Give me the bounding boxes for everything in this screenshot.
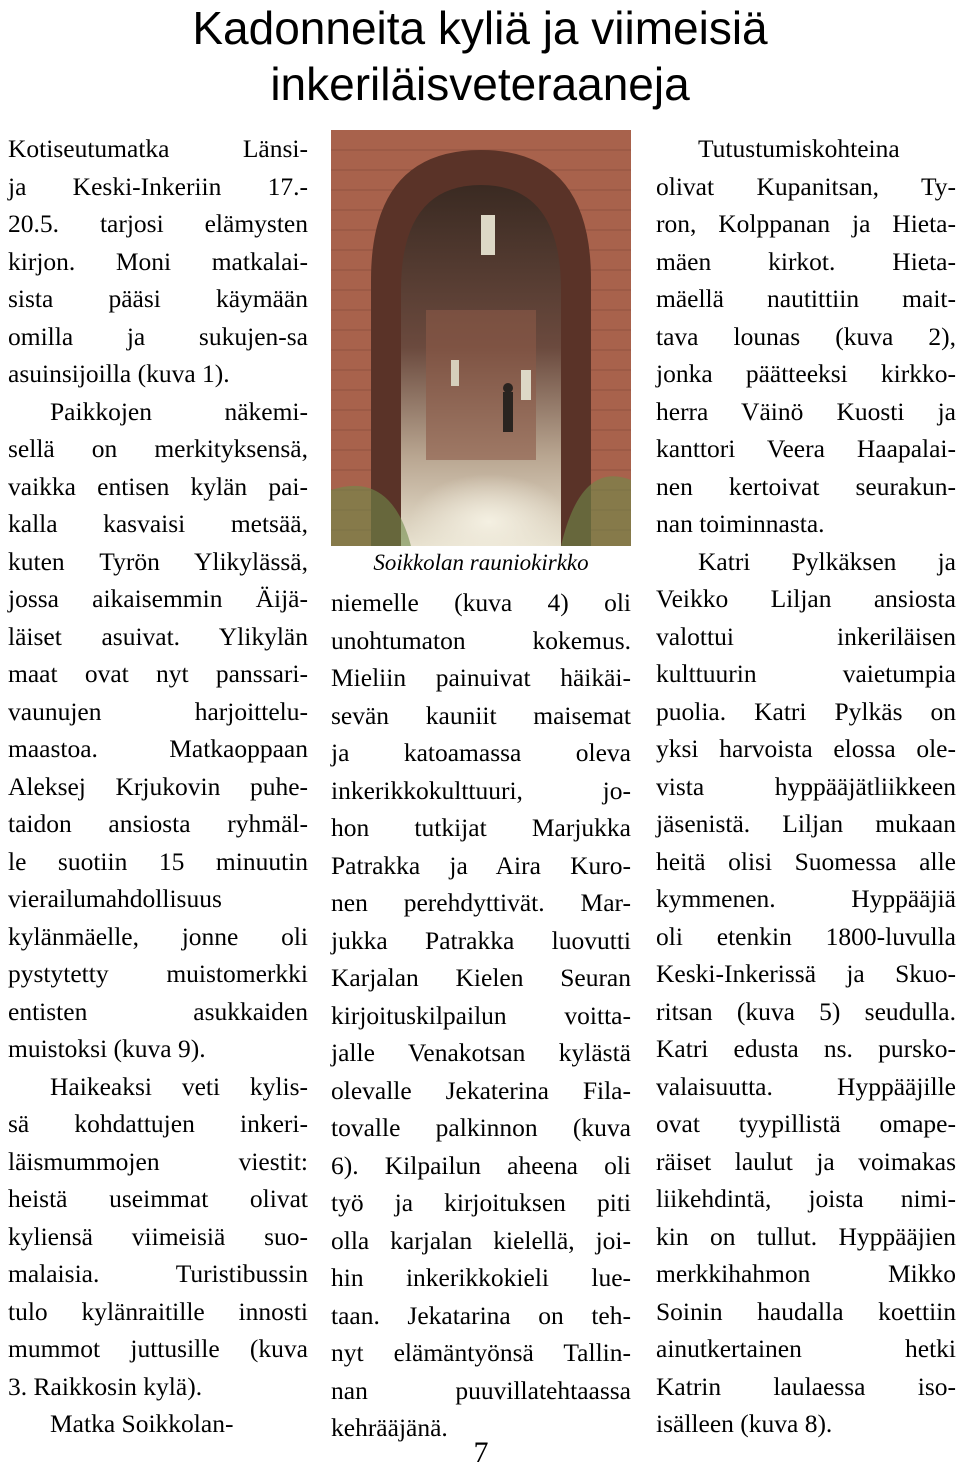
text-column-1 (8, 130, 308, 1443)
text-line: jäsenistä. Liljan mukaan (656, 809, 956, 838)
text-line: olla karjalan kielellä, joi- (331, 1225, 631, 1255)
text-line: nen perehdyttivät. Mar- (331, 888, 631, 917)
text-column-2 (331, 584, 631, 1447)
text-line: kanttori Veera Haapalai- (656, 434, 956, 463)
text-line: heitä olisi Suomessa alle (656, 846, 956, 876)
text-line: Kotiseutumatka Länsi- (8, 134, 308, 163)
text-line: asuinsijoilla (kuva 1). (8, 359, 230, 388)
text-line: valaisuutta. Hyppääjille (656, 1071, 956, 1101)
text-line: kirjoituskilpailun voitta- (331, 1000, 631, 1030)
text-line: räiset laulut ja voimakas (656, 1146, 956, 1176)
text-line: kehrääjänä. (331, 1413, 448, 1442)
text-line: taidon ansiosta ryhmäl- (8, 809, 308, 838)
text-line: maastoa. Matkaoppaan (8, 734, 308, 763)
text-line: nen kertoivat seurakun- (656, 471, 956, 501)
text-line: sä kohdattujen inkeri- (8, 1109, 308, 1138)
text-line: kylänmäelle, jonne oli (8, 921, 308, 951)
text-line: Haikeaksi veti kylis- (50, 1071, 308, 1101)
text-line: entisten asukkaiden (8, 996, 308, 1026)
text-line: heistä useimmat olivat (8, 1184, 308, 1213)
text-line: jossa aikaisemmin Äijä- (8, 584, 308, 613)
text-line: kymmenen. Hyppääjiä (656, 884, 956, 913)
text-line: Paikkojen näkemi- (50, 396, 308, 426)
text-line: niemelle (kuva 4) oli (331, 588, 631, 617)
text-line: nyt elämäntyönsä Tallin- (331, 1338, 631, 1367)
text-line: puolia. Katri Pylkäs on (656, 696, 956, 726)
text-line: läiset asuivat. Ylikylän (8, 621, 308, 651)
title-line-2: inkeriläisveteraaneja (270, 58, 690, 110)
text-line: mäen kirkot. Hieta- (656, 246, 956, 276)
text-line: malaisia. Turistibussin (8, 1259, 308, 1288)
text-line: kirjon. Moni matkalai- (8, 246, 308, 276)
text-line: merkkihahmon Mikko (656, 1259, 956, 1288)
text-line: maat ovat nyt panssari- (8, 659, 308, 688)
text-line: hon tutkijat Marjukka (331, 813, 631, 842)
text-line: jalle Venakotsan kylästä (331, 1038, 631, 1067)
text-line: tovalle palkinnon (kuva (331, 1113, 631, 1142)
text-line: olevalle Jekaterina Fila- (331, 1075, 631, 1105)
text-line: Karjalan Kielen Seuran (331, 963, 631, 992)
text-line: Keski-Inkerissä ja Skuo- (656, 959, 956, 988)
text-line: tulo kylänraitille innosti (8, 1296, 308, 1326)
text-line: sista pääsi käymään (8, 284, 308, 313)
text-line: ovat tyypillistä omape- (656, 1109, 956, 1138)
text-line: pystytetty muistomerkki (8, 959, 308, 988)
text-line: Soinin haudalla koettiin (656, 1296, 956, 1326)
text-line: Katrin laulaessa iso- (656, 1371, 956, 1401)
text-line: yksi harvoista elossa ole- (656, 734, 956, 763)
text-line: taan. Jekatarina on teh- (331, 1300, 631, 1330)
text-line: ja katoamassa oleva (331, 738, 631, 767)
text-line: unohtumaton kokemus. (331, 625, 631, 655)
text-line: sellä on merkityksensä, (8, 434, 308, 463)
text-line: jukka Patrakka luovutti (331, 925, 631, 955)
text-line: jonka päätteeksi kirkko- (656, 359, 956, 388)
text-line: vaunujen harjoittelu- (8, 696, 308, 726)
text-line: vaikka entisen kylän pai- (8, 471, 308, 501)
text-line: ja Keski-Inkeriin 17.- (8, 171, 308, 201)
arch-image (331, 130, 631, 546)
text-line: 20.5. tarjosi elämysten (8, 209, 308, 238)
photo-caption: Soikkolan rauniokirkko (373, 550, 589, 575)
text-line: Tutustumiskohteina (698, 134, 900, 163)
text-line: ainutkertainen hetki (656, 1334, 956, 1363)
page-number: 7 (473, 1436, 489, 1469)
text-line: herra Väinö Kuosti ja (656, 396, 956, 426)
text-line: sevän kauniit maisemat (331, 700, 631, 730)
text-line: nan puuvillatehtaassa (331, 1375, 631, 1405)
text-line: kin on tullut. Hyppääjien (656, 1221, 956, 1251)
text-line: oli etenkin 1800-luvulla (656, 921, 956, 951)
text-line: Matka Soikkolan- (50, 1409, 234, 1438)
text-line: isälleen (kuva 8). (656, 1409, 833, 1438)
article-title (0, 0, 960, 112)
text-line: nan toiminnasta. (656, 509, 825, 538)
text-line: hin inkerikkokieli lue- (331, 1263, 631, 1292)
text-line: kyliensä viimeisiä suo- (8, 1221, 308, 1251)
text-line: omilla ja sukujen-sa (8, 321, 308, 351)
text-line: kalla kasvaisi metsää, (8, 509, 308, 538)
text-line: ritsan (kuva 5) seudulla. (656, 996, 956, 1026)
text-line: mummot juttusille (kuva (8, 1334, 308, 1363)
text-line: liikehdintä, joista nimi- (656, 1184, 956, 1213)
text-line: inkerikkokulttuuri, jo- (331, 775, 631, 805)
text-line: Patrakka ja Aira Kuro- (331, 850, 631, 880)
text-line: vierailumahdollisuus (8, 884, 222, 913)
text-line: kuten Tyrön Ylikylässä, (8, 546, 308, 576)
text-line: vista hyppääjätliikkeen (656, 771, 956, 801)
text-line: olivat Kupanitsan, Ty- (656, 171, 956, 201)
text-line: muistoksi (kuva 9). (8, 1034, 206, 1063)
text-line: Katri Pylkäksen ja (698, 546, 956, 576)
text-line: Aleksej Krjukovin puhe- (8, 771, 308, 801)
text-line: työ ja kirjoituksen piti (331, 1188, 631, 1217)
text-line: le suotiin 15 minuutin (8, 846, 308, 876)
text-line: ron, Kolppanan ja Hieta- (656, 209, 956, 238)
text-line: tava lounas (kuva 2), (656, 321, 956, 351)
text-line: 3. Raikkosin kylä). (8, 1371, 203, 1401)
text-column-3 (656, 130, 956, 1443)
text-line: Veikko Liljan ansiosta (656, 584, 956, 613)
text-line: kulttuurin vaietumpia (656, 659, 956, 688)
text-line: läismummojen viestit: (8, 1146, 308, 1176)
church-ruin-photo (331, 130, 631, 546)
title-line-1: Kadonneita kyliä ja viimeisiä (192, 2, 768, 54)
text-line: valottui inkeriläisen (656, 621, 956, 651)
text-line: Mieliin painuivat häikäi- (331, 663, 631, 692)
text-line: mäellä nautittiin mait- (656, 284, 956, 313)
text-line: 6). Kilpailun aheena oli (331, 1150, 631, 1180)
text-line: Katri edusta ns. pursko- (656, 1034, 956, 1063)
